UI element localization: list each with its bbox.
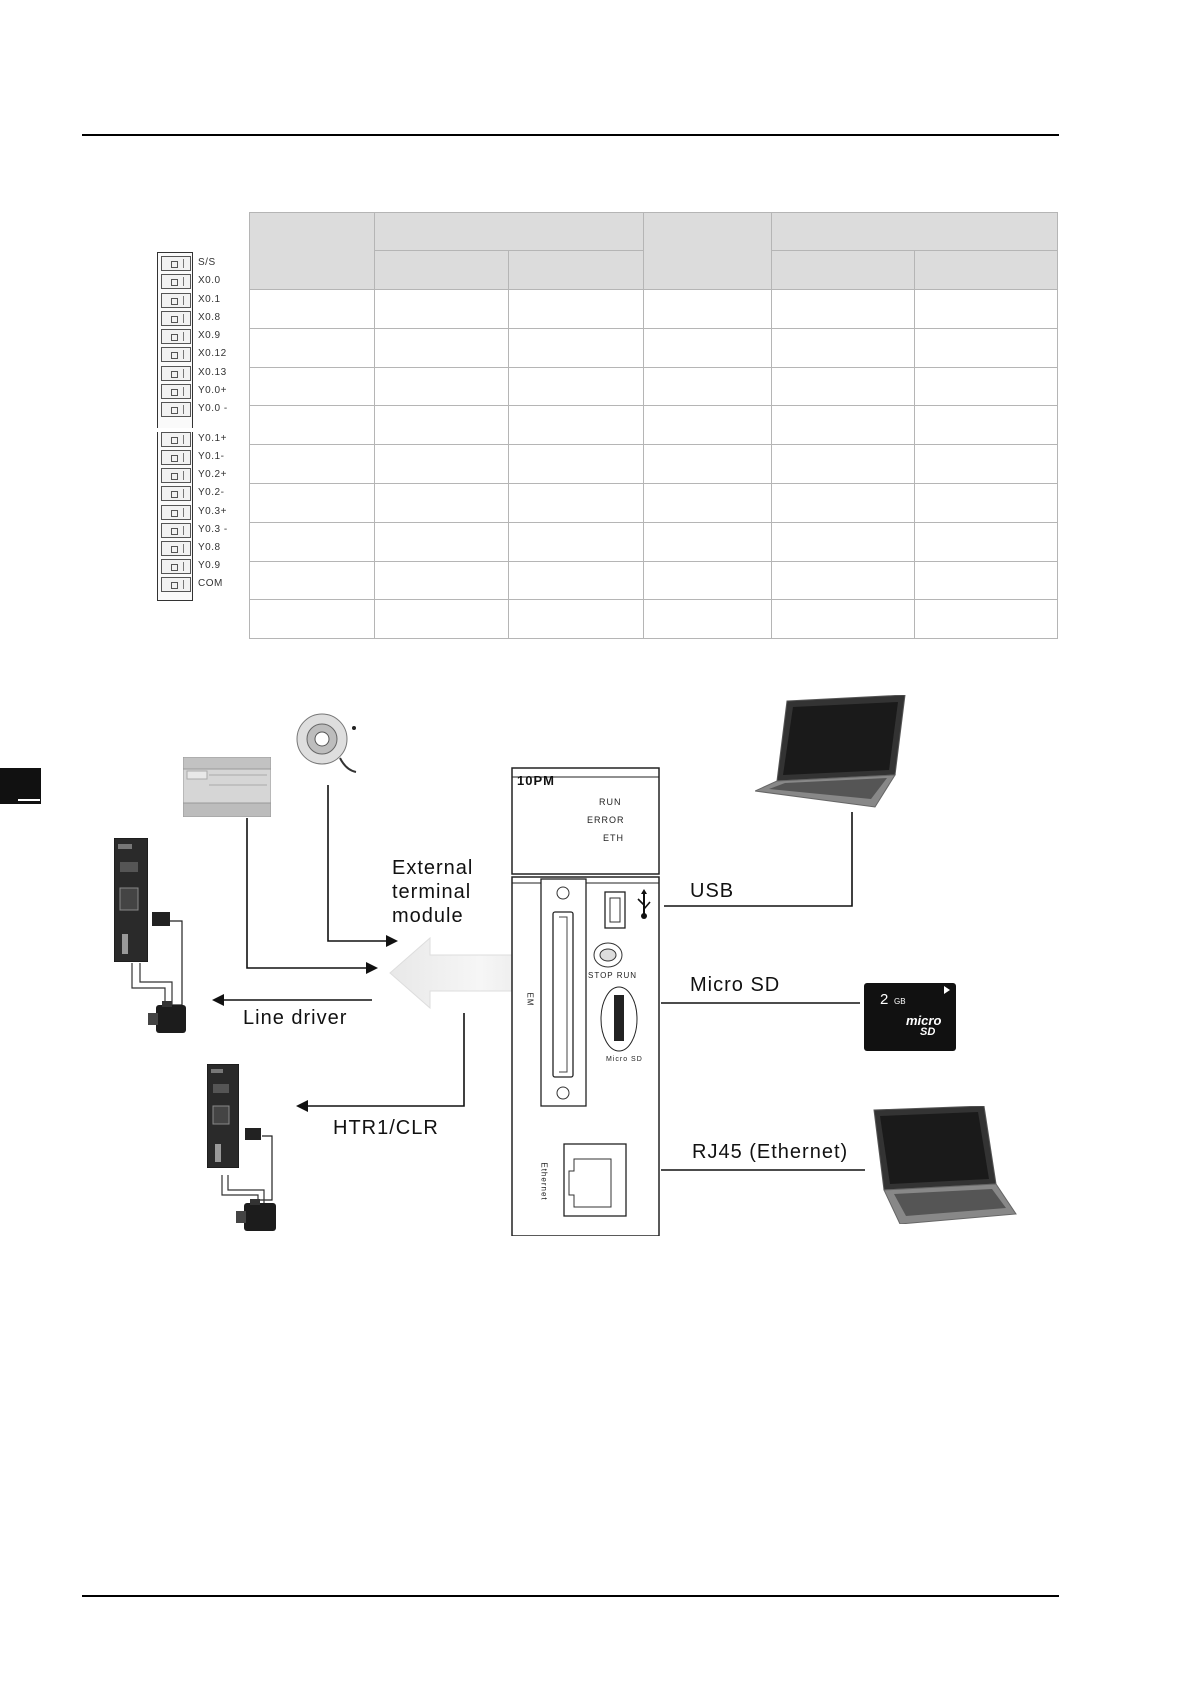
encoder-line bbox=[328, 785, 390, 941]
terminal-pin-label: Y0.1- bbox=[198, 451, 225, 462]
terminal-pin-label: Y0.3 - bbox=[198, 524, 228, 535]
terminal-pin-label: S/S bbox=[198, 257, 216, 268]
terminal-pin-label: Y0.3+ bbox=[198, 506, 227, 517]
terminal-pin-label: Y0.8 bbox=[198, 542, 221, 553]
module-led-label: ETH bbox=[603, 833, 624, 843]
terminal-pin-label: Y0.0+ bbox=[198, 385, 227, 396]
terminal-pin-label: Y0.0 - bbox=[198, 403, 228, 414]
servo-motor-icon bbox=[236, 1199, 280, 1235]
usb-label: USB bbox=[690, 880, 735, 902]
encoder-icon bbox=[296, 712, 358, 776]
terminal-pin-label: Y0.2- bbox=[198, 487, 225, 498]
external-terminal-label bbox=[392, 856, 473, 928]
terminal-pin-label: X0.1 bbox=[198, 294, 221, 305]
laptop-icon bbox=[755, 695, 907, 809]
external-terminal-line2: terminal bbox=[392, 881, 472, 903]
ethernet-port-label: Ethernet bbox=[539, 1162, 549, 1201]
terminal-pin-label: Y0.9 bbox=[198, 560, 221, 571]
micro-sd-card-icon bbox=[864, 983, 956, 1051]
sd-arrow-icon bbox=[944, 986, 950, 994]
sd-unit: GB bbox=[894, 997, 906, 1006]
micro-sd-label: Micro SD bbox=[690, 974, 781, 996]
terminal-pin-label: X0.12 bbox=[198, 348, 227, 359]
module-10pm bbox=[511, 767, 660, 1236]
rj45-label: RJ45 (Ethernet) bbox=[692, 1141, 849, 1163]
module-led-label: RUN bbox=[599, 797, 622, 807]
switch-label: STOP RUN bbox=[588, 971, 638, 980]
connector-label: EM bbox=[525, 992, 535, 1007]
plc-line bbox=[247, 818, 370, 968]
module-led-label: ERROR bbox=[587, 815, 625, 825]
usb-icon bbox=[636, 889, 652, 919]
external-terminal-line3: module bbox=[392, 905, 464, 927]
plc-icon bbox=[183, 757, 271, 817]
encoder-connector-icon bbox=[245, 1128, 261, 1140]
terminal-pin-label: Y0.2+ bbox=[198, 469, 227, 480]
terminal-pin-label: COM bbox=[198, 578, 223, 589]
sd-capacity: 2 bbox=[880, 991, 889, 1008]
terminal-pin-label: X0.8 bbox=[198, 312, 221, 323]
servo-motor-icon bbox=[148, 1001, 190, 1037]
servo-drive-icon bbox=[114, 838, 148, 962]
terminal-pin-label: Y0.1+ bbox=[198, 433, 227, 444]
terminal-pin-label: X0.0 bbox=[198, 275, 221, 286]
terminal-pin-label: X0.13 bbox=[198, 367, 227, 378]
slot-label: Micro SD bbox=[606, 1056, 643, 1063]
line-driver-label: Line driver bbox=[243, 1007, 348, 1029]
sd-brand-line2: SD bbox=[920, 1026, 936, 1038]
htr-clr-label: HTR1/CLR bbox=[333, 1117, 439, 1139]
laptop-icon bbox=[870, 1106, 1018, 1224]
servo-drive-icon bbox=[207, 1064, 239, 1168]
terminal-pin-label: X0.9 bbox=[198, 330, 221, 341]
encoder-connector-icon bbox=[152, 912, 170, 926]
sd-brand-line1: micro bbox=[906, 1013, 942, 1028]
external-terminal-line1: External bbox=[392, 857, 474, 879]
module-model-label: 10PM bbox=[517, 773, 555, 788]
